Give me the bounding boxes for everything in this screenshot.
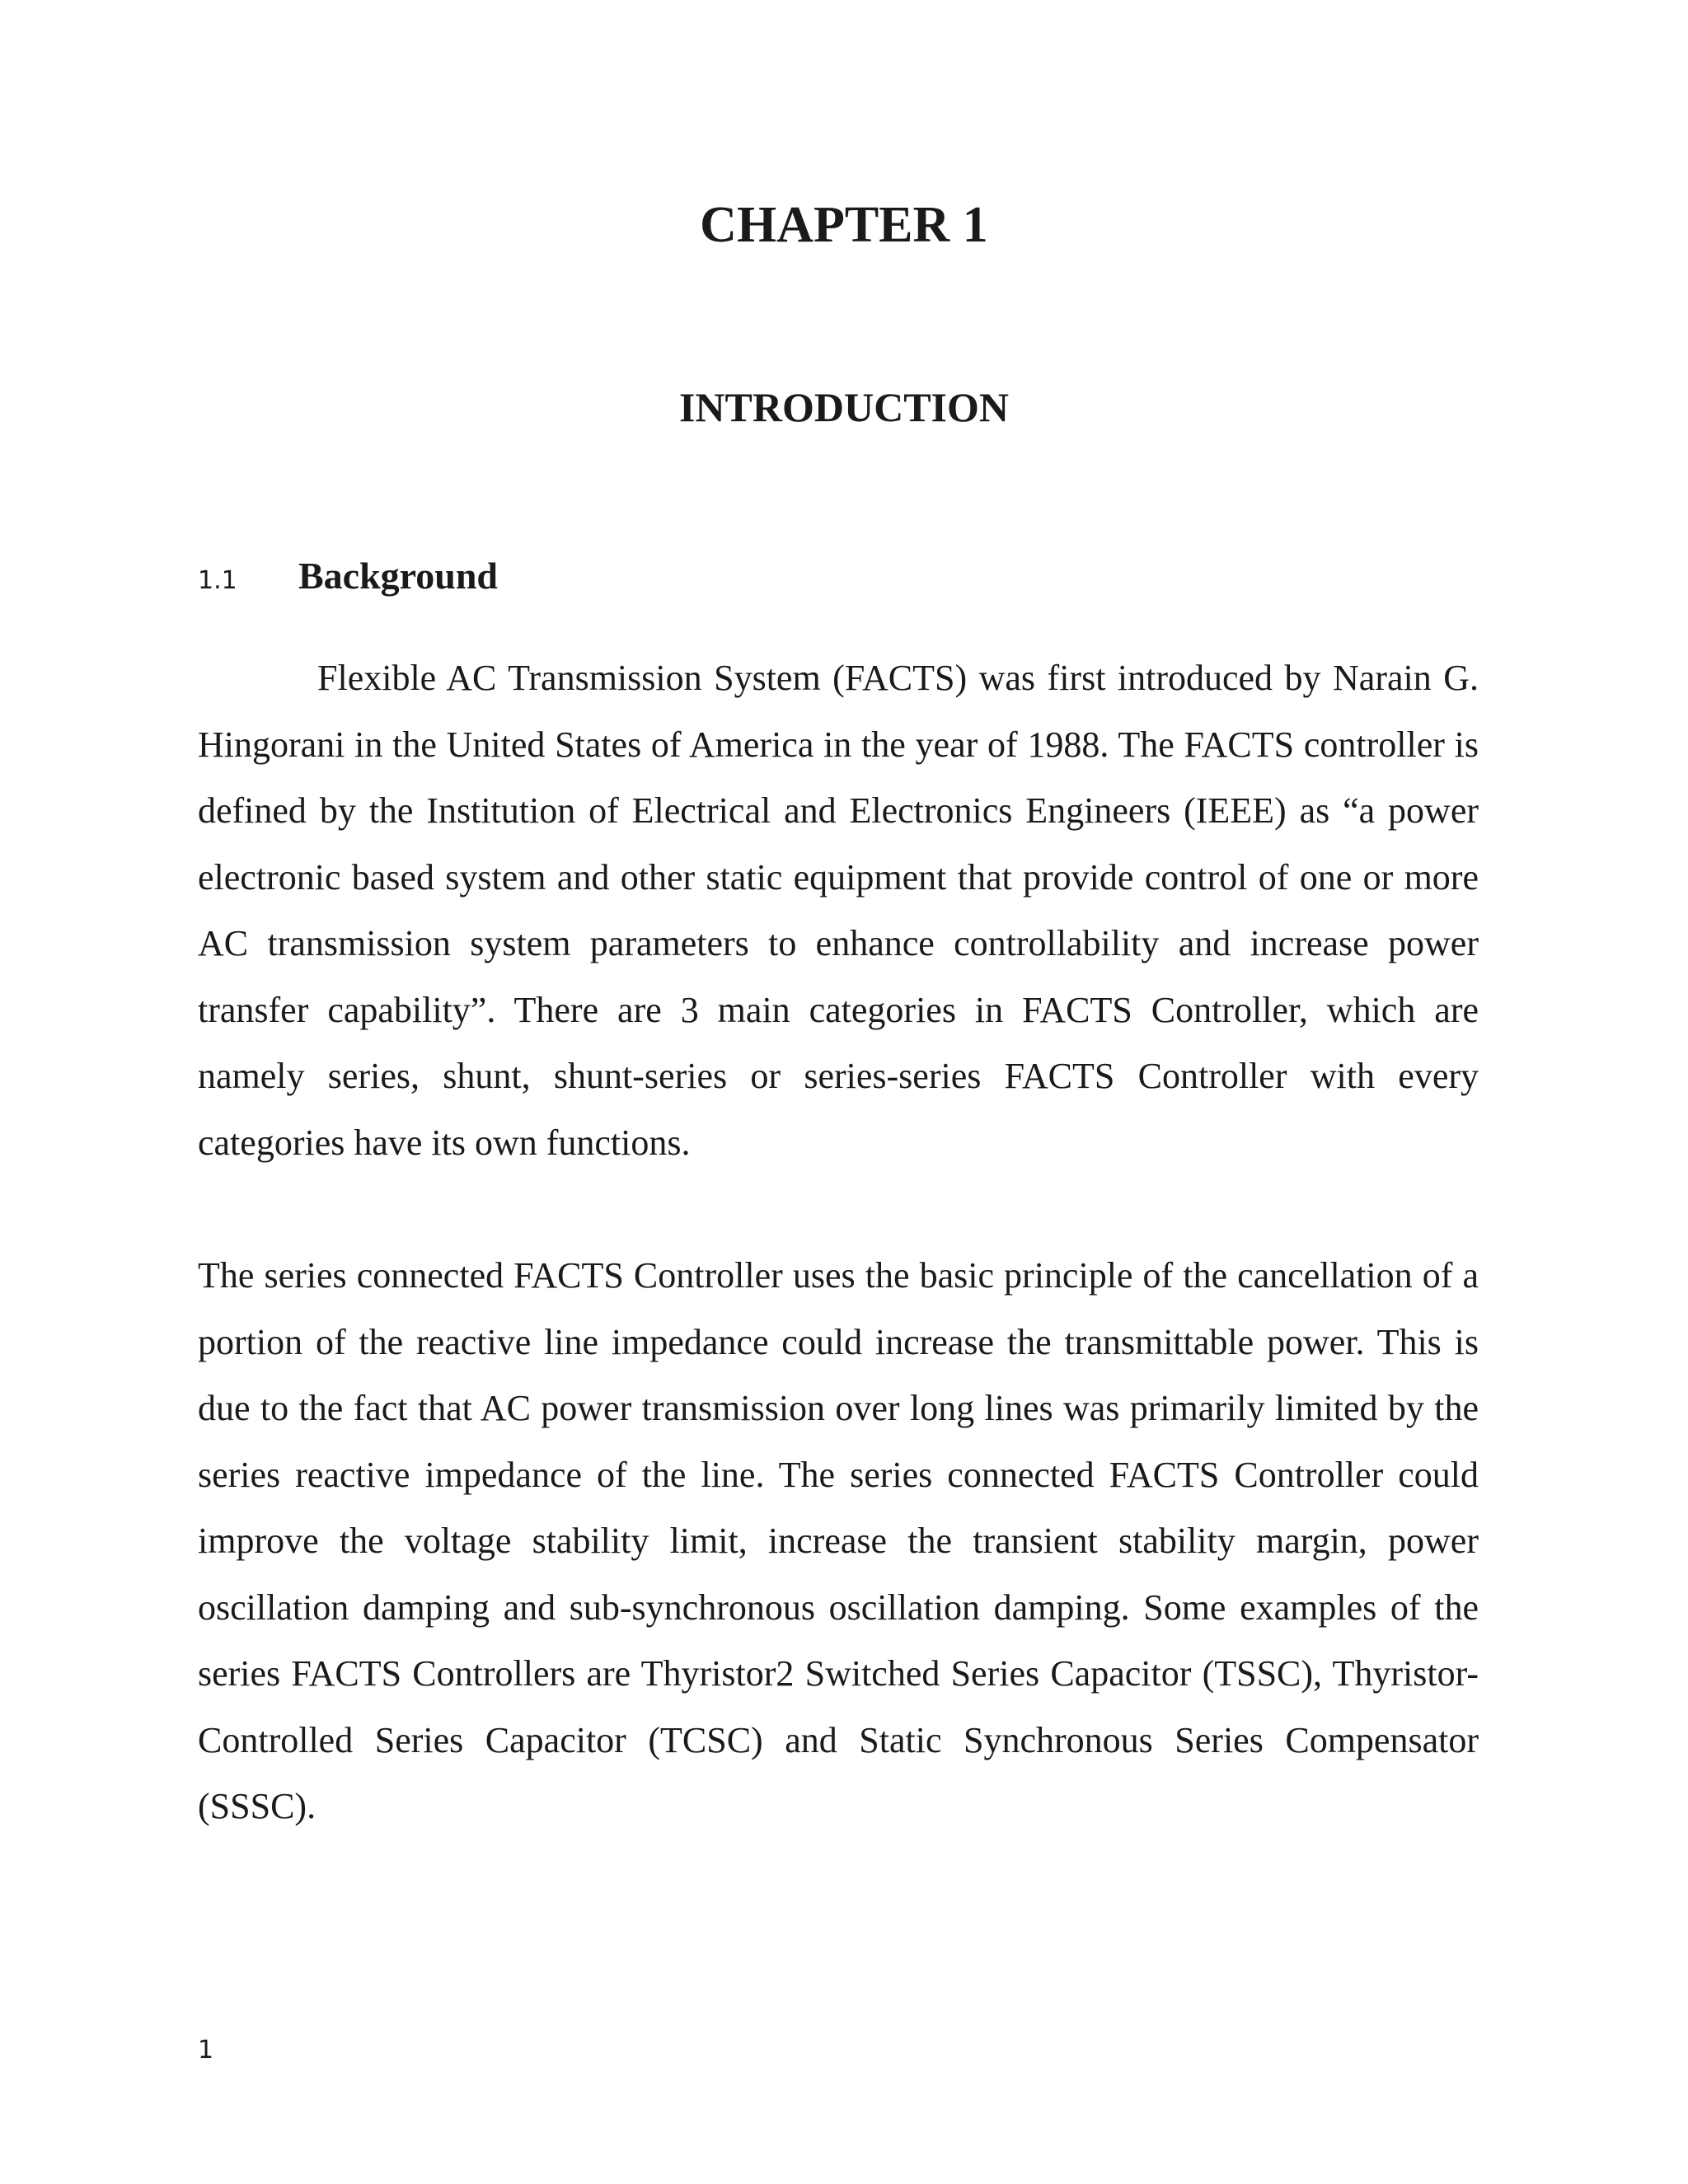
section-number: 1.1	[198, 566, 237, 595]
chapter-subtitle: INTRODUCTION	[678, 384, 1010, 430]
chapter-title: CHAPTER 1	[700, 197, 988, 253]
paragraph-background-1: Flexible AC Transmission System (FACTS) was first introduced by Narain G. Hingorani in the United States of America in the year of 1988. The FACTS controller is defined by the Institution of Electrical and Electronics Engineers (IEEE) as “a power electronic based system and other static equipment that provide control of one or more AC transmission system parameters to enhance controllability and increase power transfer capability”. There are 3 main categories in FACTS Controller, which are namely series, shunt, shunt-series or series-series FACTS Controller with every categories have its own functions.	[198, 658, 1479, 1163]
section-heading	[198, 554, 498, 598]
page-number: 1	[198, 2036, 214, 2064]
paragraph-background-2: The series connected FACTS Controller uses the basic principle of the cancellation of a portion of the reactive line impedance could increase the transmittable power. This is due to the fact that AC power transmission over long lines was primarily limited by the series reactive impedance of the line. The series connected FACTS Controller could improve the voltage stability limit, increase the transient stability margin, power oscillation damping and sub-synchronous oscillation damping. Some examples of the series FACTS Controllers are Thyristor2 Switched Series Capacitor (TSSC), Thyristor-Controlled Series Capacitor (TCSC) and Static Synchronous Series Compensator (SSSC).	[198, 1255, 1479, 1826]
section-title: Background	[298, 555, 499, 597]
